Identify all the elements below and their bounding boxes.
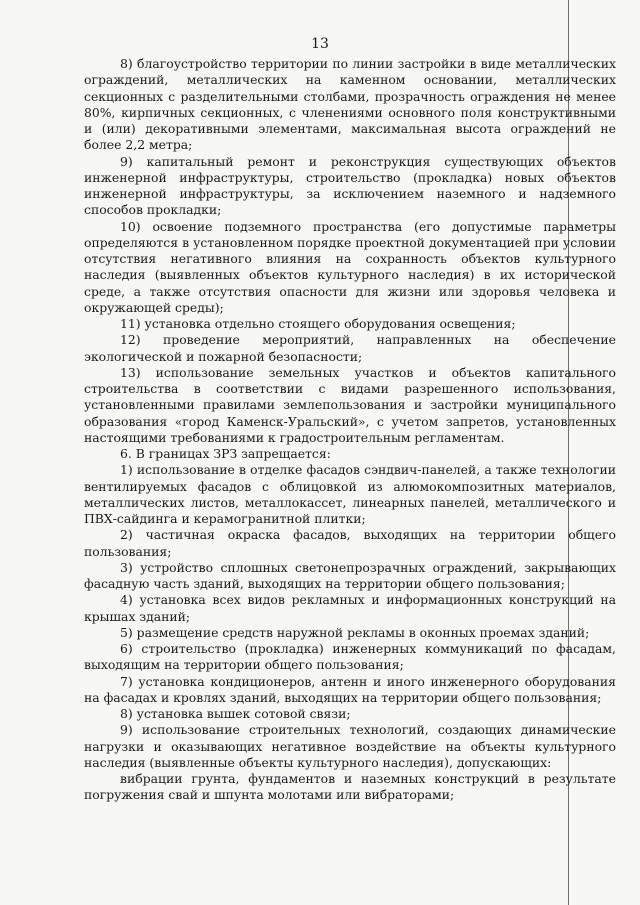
prohibition-6-utilities: 6) строительство (прокладка) инженерных коммуникаций по фасадам, выходящим на территории общего пользования; — [84, 641, 616, 673]
prohibition-5-window-ads: 5) размещение средств наружной рекламы в оконных проемах зданий; — [120, 624, 590, 640]
prohibition-7-equipment: 7) установка кондиционеров, антенн и иного инженерного оборудования на фасадах и кровлях зданий, выходящих на территории общего пользования; — [84, 673, 616, 705]
prohibition-8-cell-towers: 8) установка вышек сотовой связи; — [120, 706, 351, 721]
page-number: 13 — [311, 36, 329, 52]
prohibition-9-construction: 9) использование строительных технологий, создающих динамические нагрузки и оказывающих негативное воздействие на объекты культурного наследия (выявленные объекты культурного наследия), допускающих: — [84, 722, 616, 770]
paragraph-11-lighting: 11) установка отдельно стоящего оборудования освещения; — [120, 316, 516, 331]
prohibition-4-roof-ads: 4) установка всех видов рекламных и информационных конструкций на крышах зданий; — [84, 592, 616, 624]
document-body — [84, 56, 616, 804]
prohibition-9-vibration: вибрации грунта, фундаментов и наземных конструкций в результате погружения свай и шпунта молотами или вибраторами; — [84, 771, 616, 803]
section-6-heading: 6. В границах ЗРЗ запрещается: — [120, 446, 331, 461]
paragraph-13-land-use: 13) использование земельных участков и объектов капитального строительства в соответствии с видами разрешенного использования, установленными правилами землепользования и застройки муниципального образования «город Каменск-Уральский», с учетом запретов, установленных настоящими требованиями к градостроительным регламентам. — [84, 364, 616, 445]
paragraph-10-underground: 10) освоение подземного пространства (его допустимые параметры определяются в установленном порядке проектной документацией при условии отсутствия негативного влияния на сохранность объектов культурного наследия (выявленных объектов культурного наследия) в их исторической среде, а также отсутствия опасности для жизни или здоровья человека и окружающей среды); — [84, 218, 616, 315]
paragraph-9-infrastructure: 9) капитальный ремонт и реконструкция существующих объектов инженерной инфраструктуры, строительство (прокладка) новых объектов инженерной инфраструктуры, за исключением наземного и надземного способов прокладки; — [84, 153, 616, 218]
paragraph-8-landscaping: 8) благоустройство территории по линии застройки в виде металлических ограждений, металлических на каменном основании, металлических секционных с разделительными столбами, прозрачность ограждения не менее 80%, кирпичных секционных, с членениями основного поля конструктивными и (или) декоративными элементами, максимальная высота ограждений не более 2,2 метра; — [84, 56, 616, 153]
prohibition-3-fences: 3) устройство сплошных светонепрозрачных ограждений, закрывающих фасадную часть зданий, выходящих на территории общего пользования; — [84, 559, 616, 591]
prohibition-2-painting: 2) частичная окраска фасадов, выходящих на территории общего пользования; — [84, 527, 616, 559]
paragraph-12-safety: 12) проведение мероприятий, направленных на обеспечение экологической и пожарной безопасности; — [84, 332, 616, 364]
prohibition-1-facades: 1) использование в отделке фасадов сэндвич-панелей, а также технологии вентилируемых фасадов с облицовкой из алюмокомпозитных материалов, металлических листов, металлокассет, линеарных панелей, металлического и ПВХ-сайдинга и керамогранитной плитки; — [84, 462, 616, 526]
